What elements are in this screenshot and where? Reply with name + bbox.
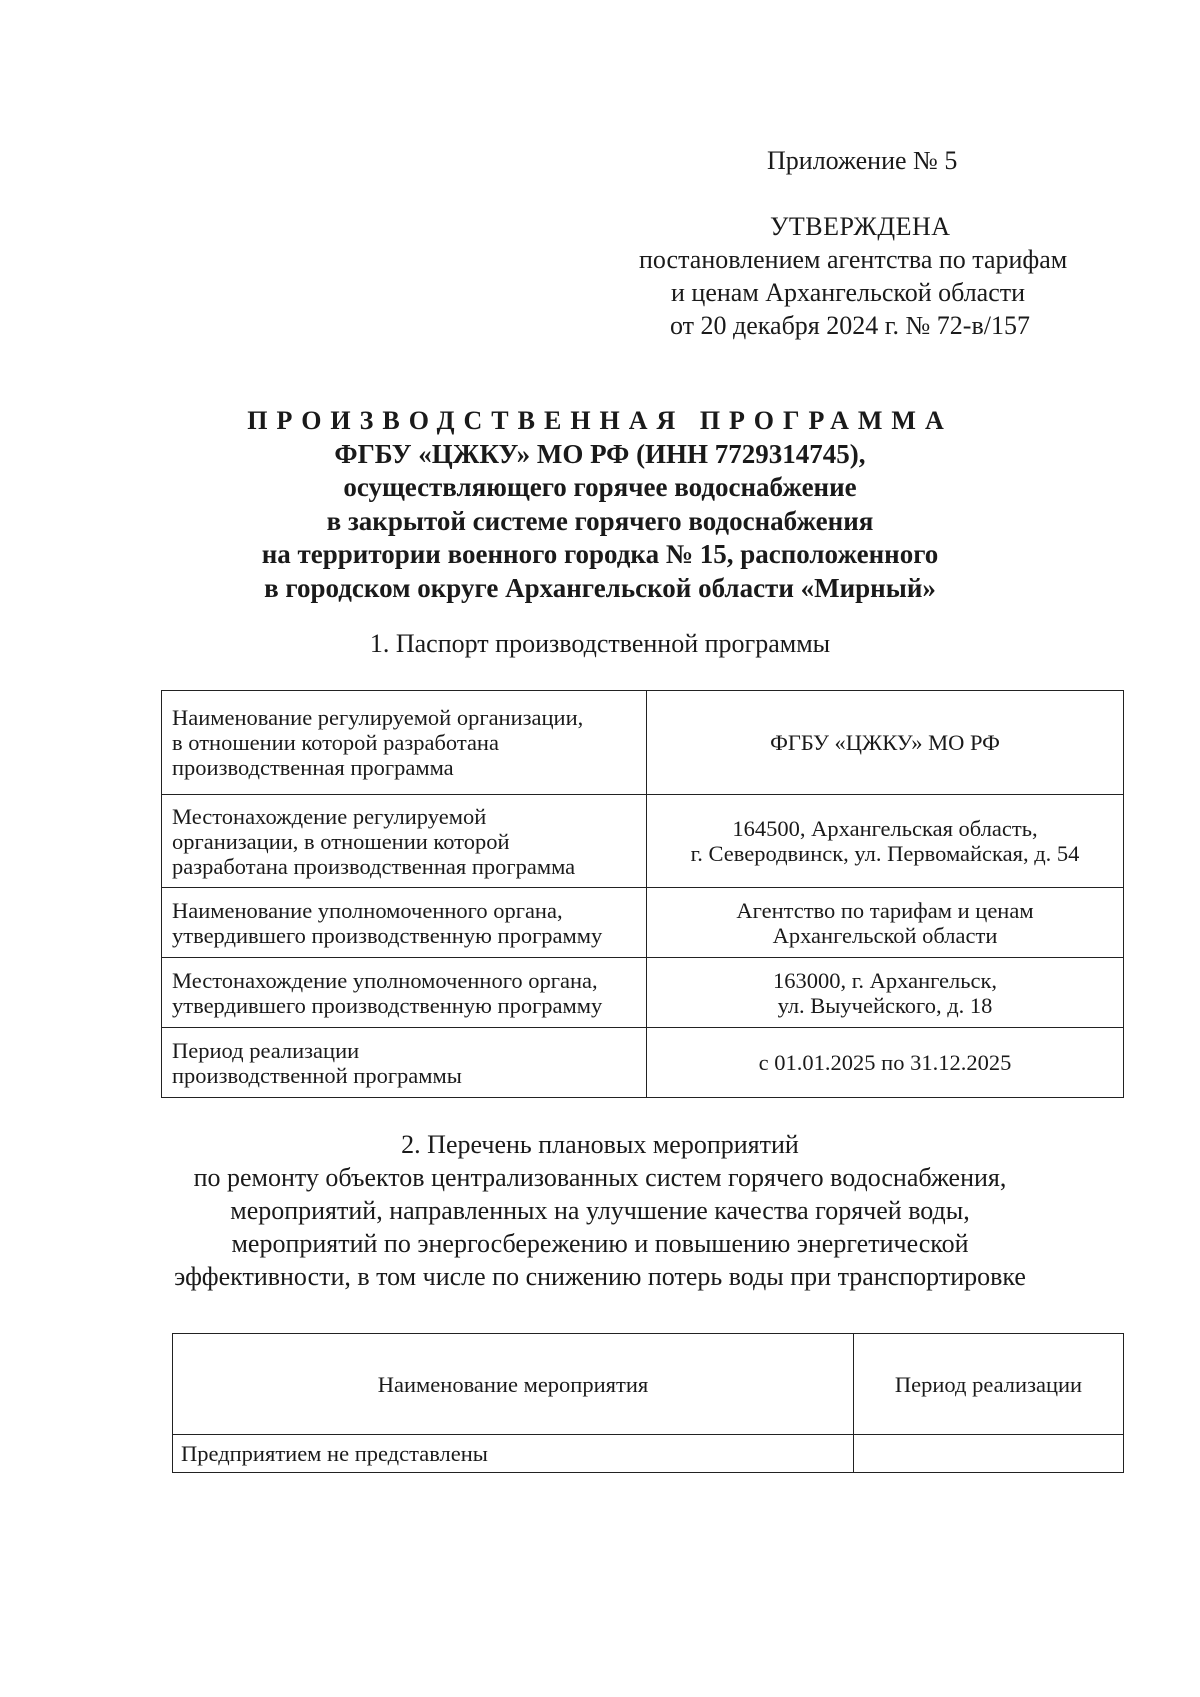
event-name-cell: Предприятием не представлены [173, 1435, 854, 1473]
column-header-event-name: Наименование мероприятия [173, 1334, 854, 1435]
title-line-1: ПРОИЗВОДСТВЕННАЯ ПРОГРАММА [247, 406, 953, 435]
passport-value-cell [647, 1028, 1124, 1098]
passport-value-line: 164500, Архангельская область, [732, 816, 1038, 841]
approval-line-1: постановлением агентства по тарифам [639, 245, 1068, 274]
passport-row [162, 795, 1124, 888]
passport-label-cell [162, 888, 647, 958]
passport-value-line: ФГБУ «ЦЖКУ» МО РФ [770, 730, 1000, 755]
passport-label-line: Наименование уполномоченного органа, [172, 897, 563, 923]
passport-label-cell [162, 795, 647, 888]
passport-label-line: разработана производственная программа [172, 853, 576, 879]
passport-value-line: ул. Выучейского, д. 18 [777, 992, 993, 1018]
title-line-3: осуществляющего горячее водоснабжение [343, 472, 857, 502]
section-2-heading-line-5: эффективности, в том числе по снижению потерь воды при транспортировке [174, 1262, 1026, 1291]
passport-value-line: 163000, г. Архангельск, [772, 967, 998, 993]
section-2-heading [0, 1128, 1200, 1293]
title-line-5: на территории военного городка № 15, расположенного [261, 539, 939, 569]
passport-label-cell [162, 958, 647, 1028]
passport-label-line: Наименование регулируемой организации, [172, 705, 584, 730]
column-header-period: Период реализации [854, 1334, 1124, 1435]
passport-label-line: Местонахождение регулируемой [172, 803, 487, 829]
program-title [0, 404, 1200, 605]
approval-line-2: и ценам Архангельской области [671, 278, 1026, 307]
title-line-6: в городском округе Архангельской области «Мирный» [264, 572, 936, 603]
passport-table [161, 690, 1124, 1098]
passport-label-line: организации, в отношении которой [172, 828, 510, 854]
passport-label-cell [162, 691, 647, 795]
passport-label-line: утвердившего производственную программу [172, 992, 603, 1018]
passport-label-line: производственной программы [172, 1062, 462, 1088]
passport-value-cell [647, 958, 1124, 1028]
events-row [173, 1435, 1124, 1473]
section-2-heading-line-2: по ремонту объектов централизованных систем горячего водоснабжения, [193, 1163, 1007, 1192]
section-2-heading-line-4: мероприятий по энергосбережению и повышению энергетической [231, 1229, 969, 1258]
events-header-row [173, 1334, 1124, 1435]
title-line-4: в закрытой системе горячего водоснабжения [326, 505, 874, 536]
passport-row [162, 691, 1124, 795]
passport-label-cell [162, 1028, 647, 1098]
passport-value-line: с 01.01.2025 по 31.12.2025 [758, 1050, 1012, 1075]
passport-row [162, 888, 1124, 958]
passport-value-cell [647, 795, 1124, 888]
passport-value-line: Архангельской области [772, 922, 998, 948]
approval-line-3: от 20 декабря 2024 г. № 72-в/157 [670, 311, 1030, 340]
passport-label-line: производственная программа [172, 755, 454, 780]
title-line-2: ФГБУ «ЦЖКУ» МО РФ (ИНН 7729314745), [334, 438, 866, 469]
passport-value-line: Агентство по тарифам и ценам [736, 897, 1034, 923]
section-2-heading-line-1: 2. Перечень плановых мероприятий [401, 1130, 799, 1159]
events-table [172, 1333, 1124, 1473]
passport-row [162, 1028, 1124, 1098]
passport-value-cell [647, 888, 1124, 958]
passport-label-line: утвердившего производственную программу [172, 922, 603, 948]
section-1-heading: 1. Паспорт производственной программы [369, 629, 831, 658]
passport-row [162, 958, 1124, 1028]
passport-label-line: в отношении которой разработана [172, 730, 499, 755]
event-period-cell [854, 1435, 1124, 1473]
passport-value-line: г. Северодвинск, ул. Первомайская, д. 54 [690, 841, 1080, 866]
annex-number: Приложение № 5 [767, 146, 958, 175]
section-2-heading-line-3: мероприятий, направленных на улучшение качества горячей воды, [230, 1196, 970, 1225]
passport-label-line: Местонахождение уполномоченного органа, [172, 967, 598, 993]
approved-stamp-text: УТВЕРЖДЕНА [770, 212, 951, 241]
passport-value-cell [647, 691, 1124, 795]
passport-label-line: Период реализации [172, 1037, 360, 1063]
